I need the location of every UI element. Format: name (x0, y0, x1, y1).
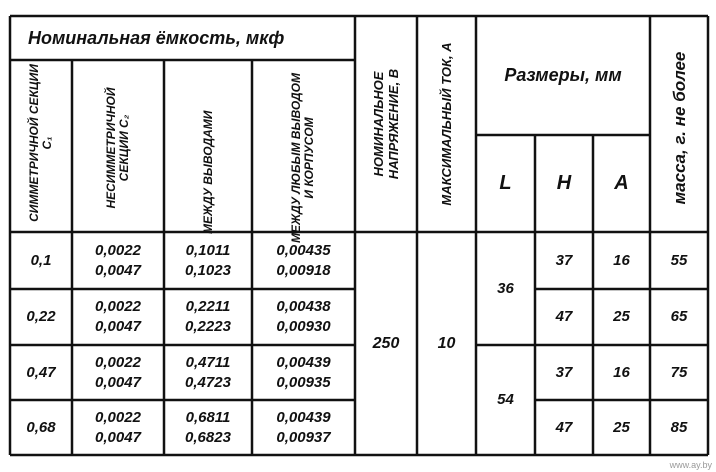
dim-H-header: H (556, 172, 572, 194)
row4-case-b: 0,00937 (276, 428, 331, 446)
row3-c2-b: 0,0047 (95, 373, 141, 391)
row2-between-b: 0,2223 (185, 318, 231, 335)
col-header-between-leads: МЕЖДУ ВЫВОДАМИ (200, 110, 215, 234)
row3-between (164, 345, 252, 400)
row4-mass: 85 (670, 418, 688, 436)
dim-L-header: L (499, 172, 512, 194)
L-group2-value: 54 (497, 391, 514, 408)
row3-case-b: 0,00935 (276, 373, 331, 391)
voltage-value: 250 (372, 334, 400, 352)
row4-between-b: 0,6823 (185, 428, 231, 446)
row4-H: 47 (555, 418, 573, 436)
row1-c2-b: 0,0047 (95, 261, 141, 279)
row2-case (252, 289, 355, 345)
dim-A-header: A (614, 172, 629, 194)
row3-c2 (72, 345, 164, 400)
row3-mass: 75 (670, 363, 688, 381)
col-header-mass: масса, г. не более (669, 51, 689, 205)
row1-H: 37 (555, 251, 573, 269)
row3-c1: 0,47 (26, 363, 56, 381)
row2-case-a: 0,00438 (276, 298, 331, 315)
col-header-current: МАКСИМАЛЬНЫЙ ТОК, А (438, 42, 454, 206)
row1-between-a: 0,1011 (185, 241, 231, 259)
row1-between (164, 232, 252, 289)
row4-c1: 0,68 (26, 418, 56, 436)
watermark: www.ay.by (669, 460, 712, 470)
row2-c2 (72, 289, 164, 345)
current-value: 10 (437, 334, 456, 352)
row2-between (164, 289, 252, 345)
row2-mass: 65 (670, 308, 688, 325)
row1-c2-a: 0,0022 (95, 241, 141, 259)
row1-between-b: 0,1023 (185, 261, 231, 279)
dimensions-title: Размеры, мм (504, 65, 622, 85)
row1-case-b: 0,00918 (276, 261, 331, 279)
row4-between (164, 400, 252, 455)
row4-c2 (72, 400, 164, 455)
row2-c1: 0,22 (26, 308, 56, 325)
row3-case (252, 345, 355, 400)
row4-A: 25 (613, 418, 630, 436)
row3-A: 16 (613, 363, 630, 381)
row1-case (252, 232, 355, 289)
col-header-voltage: НОМИНАЛЬНОЕ НАПРЯЖЕНИЕ, В (371, 68, 401, 180)
row2-H: 47 (555, 308, 573, 325)
row1-c1: 0,1 (30, 251, 52, 269)
capacity-title: Номинальная ёмкость, мкф (28, 27, 285, 48)
row1-mass: 55 (670, 251, 688, 269)
L-group1-value: 36 (497, 279, 514, 297)
row4-case-a: 0,00439 (276, 408, 331, 426)
row1-c2 (72, 232, 164, 289)
row3-H: 37 (555, 363, 573, 381)
row3-c2-a: 0,0022 (95, 353, 141, 371)
row4-case (252, 400, 355, 455)
col-header-c2: НЕСИММЕТРИЧНОЙ СЕКЦИИ C₂ (104, 87, 131, 209)
row1-A: 16 (613, 251, 630, 269)
col-header-any-lead-case: МЕЖДУ ЛЮБЫМ ВЫВОДОМ И КОРПУСОМ (289, 72, 316, 244)
row2-c2-b: 0,0047 (95, 318, 141, 335)
row4-between-a: 0,6811 (185, 408, 231, 426)
row3-between-b: 0,4723 (185, 373, 231, 391)
row2-A: 25 (613, 308, 630, 325)
row2-c2-a: 0,0022 (95, 298, 141, 315)
row3-case-a: 0,00439 (276, 353, 331, 371)
row4-c2-a: 0,0022 (95, 408, 141, 426)
row2-case-b: 0,00930 (276, 318, 331, 335)
col-header-c1: СИММЕТРИЧНОЙ СЕКЦИИ C₁ (27, 64, 54, 222)
row3-between-a: 0,4711 (185, 353, 231, 371)
row1-case-a: 0,00435 (276, 241, 331, 259)
row4-c2-b: 0,0047 (95, 428, 141, 446)
row2-between-a: 0,2211 (185, 298, 231, 315)
